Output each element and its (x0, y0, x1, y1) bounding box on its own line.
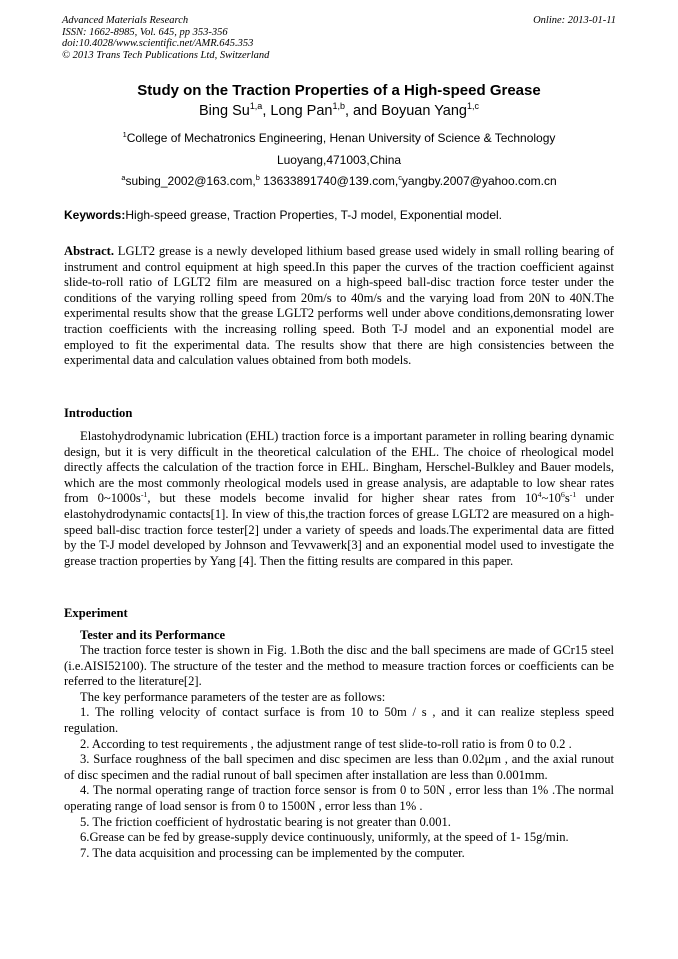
intro-text: s (564, 491, 570, 506)
author-name: Boyuan Yang (381, 103, 467, 119)
experiment-paragraph: The key performance parameters of the tester are as follows: (80, 689, 386, 704)
intro-text: ~10 (541, 491, 561, 506)
author-sup: 1,b (332, 101, 345, 112)
experiment-paragraph: The traction force tester is shown in Fig. 1.Both the disc and the ball specimens are made of GCr15 steel (i.e.AISI52100). The structure of the tester and the method to measure traction forces or coefficients can be referred to the literature[2]. (64, 643, 614, 689)
author-sep: , (262, 103, 271, 119)
email-sup: a (121, 173, 126, 182)
abstract-text: LGLT2 grease is a newly developed lithium based grease used widely in small rolling bearing of instrument and control equipment at high speed.In this paper the curves of the traction coefficient against slide-to-roll ratio of LGLT2 film are measured on a high-speed ball-disc traction force tester under the conditions of the varying rolling speed from 20m/s to 40m/s and the varying load from 20N to 40N.The experimental results show that the grease LGLT2 performs well under above conditions,demonsrating lower traction coefficients with the increasing rolling speed. Both T-J model and an exponential model are employed to fit the experimental data. The results show that there are high consistencies between the experimental data and calculation values obtained from both models. (64, 244, 614, 368)
copyright: © 2013 Trans Tech Publications Ltd, Switzerland (62, 49, 270, 61)
experiment-list-item: 3. Surface roughness of the ball specimen and disc specimen are less than 0.02μm , and the axial runout of disc specimen and the radial runout of ball specimen after installation are less than 0.001mm. (64, 752, 614, 782)
affiliation-sup: 1 (122, 130, 127, 139)
author-sup: 1,c (466, 101, 479, 112)
author-name: Long Pan (270, 103, 333, 119)
intro-sup: -1 (569, 490, 577, 500)
journal-header (62, 15, 616, 61)
section-heading-introduction: Introduction (64, 406, 133, 420)
author-sup: 1,a (249, 101, 263, 112)
email-link[interactable]: subing_2002@163.com, (125, 174, 256, 188)
intro-sup: 6 (560, 490, 565, 500)
affiliation-line1: College of Mechatronics Engineering, Henan University of Science & Technology (126, 131, 556, 145)
intro-sup: 4 (537, 490, 542, 500)
intro-sup: -1 (140, 490, 148, 500)
experiment-list-item: 6.Grease can be fed by grease-supply device continuously, uniformly, at the speed of 1- 15g/min. (80, 830, 569, 845)
author-sep: , and (344, 103, 382, 119)
author-name: Bing Su (199, 103, 250, 119)
intro-text: under elastohydrodynamic contacts[1]. In view of this,the traction forces of grease LGLT2 are measured on a high-speed ball-disc traction force tester[2] under a variety of speeds and loads.The experimental data are fitted by the T-J model developed by Johnson and Tevvawerk[3] and an exponential model used to investigate the grease traction properties by Yang [4]. Then the fitting results are compared in this paper. (64, 491, 615, 568)
author-list (0, 103, 678, 119)
keywords-label: Keywords: (64, 208, 126, 222)
introduction-paragraph (64, 429, 614, 569)
email-sup: c (398, 173, 402, 182)
abstract-label: Abstract. (64, 244, 115, 258)
email-link[interactable]: yangby.2007@yahoo.com.cn (401, 174, 557, 188)
author-emails (0, 174, 678, 188)
experiment-list-item: 4. The normal operating range of traction force sensor is from 0 to 50N , error less than 1% .The normal operating range of load sensor is from 0 to 1500N , error less than 1% . (64, 783, 614, 813)
email-link[interactable]: 13633891740@139.com, (259, 174, 399, 188)
affiliation (0, 131, 678, 145)
affiliation-location: Luoyang,471003,China (276, 153, 402, 167)
abstract (64, 244, 614, 369)
paper-title: Study on the Traction Properties of a High-speed Grease (137, 82, 541, 99)
experiment-list-item: 7. The data acquisition and processing can be implemented by the computer. (80, 845, 465, 860)
journal-name: Advanced Materials Research (62, 15, 189, 26)
keywords (64, 208, 624, 222)
online-date: Online: 2013-01-11 (533, 15, 616, 26)
section-heading-experiment: Experiment (64, 606, 128, 620)
experiment-list-item: 2. According to test requirements , the adjustment range of test slide-to-roll ratio is from 0 to 0.2 . (80, 736, 572, 751)
subsection-heading: Tester and its Performance (80, 628, 226, 642)
experiment-list-item: 5. The friction coefficient of hydrostatic bearing is not greater than 0.001. (80, 814, 451, 829)
experiment-list-item: 1. The rolling velocity of contact surface is from 10 to 50m / s , and it can realize stepless speed regulation. (64, 705, 614, 735)
intro-text: , but these models become invalid for higher shear rates from 10 (147, 491, 538, 506)
issn: ISSN: 1662-8985, Vol. 645, pp 353-356 (62, 26, 228, 38)
experiment-body (64, 643, 614, 861)
doi: doi:10.4028/www.scientific.net/AMR.645.353 (62, 38, 254, 49)
email-sup: b (255, 173, 260, 182)
intro-text: Elastohydrodynamic lubrication (EHL) traction force is a important parameter in rolling bearing dynamic design, but it is very difficult in the theoretical calculation of the EHL. The choice of rheological model directly affects the calculation of the traction force in EHL. Bingham, Herschel-Bulkley and Bauer models, which are the most commonly rheological models used in grease analysis, are adaptable to low shear rates from 0~1000s (64, 429, 614, 506)
keywords-text: High-speed grease, Traction Properties, T-J model, Exponential model. (125, 208, 502, 222)
